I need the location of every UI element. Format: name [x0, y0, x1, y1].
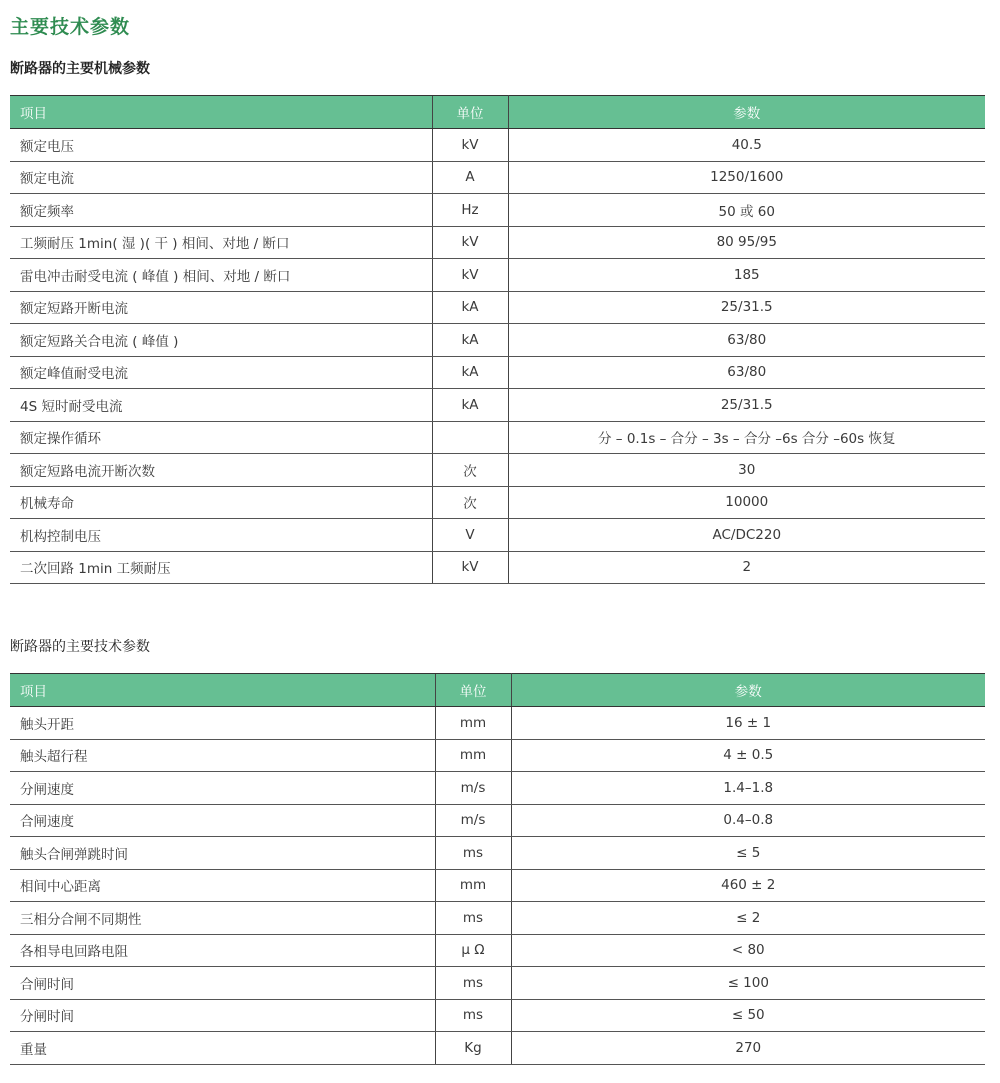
table-row — [10, 324, 985, 357]
row-unit-cell: mm — [435, 869, 511, 902]
table-row — [10, 454, 985, 487]
row-item-cell: 额定频率 — [10, 194, 432, 227]
row-value-cell: 25/31.5 — [508, 291, 985, 324]
row-value-cell: 63/80 — [508, 356, 985, 389]
row-unit-cell: A — [432, 161, 508, 194]
row-value-cell: ≤ 2 — [511, 902, 985, 935]
table-row — [10, 707, 985, 740]
table-row — [10, 772, 985, 805]
row-value-cell: 270 — [511, 1032, 985, 1065]
row-value-cell: 25/31.5 — [508, 389, 985, 422]
row-unit-cell: Kg — [435, 1032, 511, 1065]
row-value-cell: 1250/1600 — [508, 161, 985, 194]
header-unit: 单位 — [435, 674, 511, 707]
row-value-cell: 40.5 — [508, 129, 985, 162]
tech-params-table — [10, 673, 985, 1065]
table-row — [10, 486, 985, 519]
row-item-cell: 重量 — [10, 1032, 435, 1065]
row-value-cell: 63/80 — [508, 324, 985, 357]
row-value-cell: AC/DC220 — [508, 519, 985, 552]
row-item-cell: 合闸时间 — [10, 967, 435, 1000]
row-value-cell: 分 – 0.1s – 合分 – 3s – 合分 –6s 合分 –60s 恢复 — [508, 421, 985, 454]
table-header-row — [10, 96, 985, 129]
header-item: 项目 — [10, 96, 432, 129]
row-unit-cell: ms — [435, 902, 511, 935]
row-item-cell: 工频耐压 1min( 湿 )( 干 ) 相间、对地 / 断口 — [10, 226, 432, 259]
row-unit-cell: ms — [435, 837, 511, 870]
table-row — [10, 161, 985, 194]
table-row — [10, 902, 985, 935]
row-item-cell: 触头开距 — [10, 707, 435, 740]
row-value-cell: 50 或 60 — [508, 194, 985, 227]
row-item-cell: 各相导电回路电阻 — [10, 934, 435, 967]
row-value-cell: ≤ 50 — [511, 999, 985, 1032]
table-row — [10, 934, 985, 967]
row-value-cell: 2 — [508, 551, 985, 584]
row-value-cell: 0.4–0.8 — [511, 804, 985, 837]
row-value-cell: 80 95/95 — [508, 226, 985, 259]
row-value-cell: < 80 — [511, 934, 985, 967]
row-unit-cell: V — [432, 519, 508, 552]
row-item-cell: 4S 短时耐受电流 — [10, 389, 432, 422]
page-title: 主要技术参数 — [10, 16, 131, 38]
mech-table-body — [10, 129, 985, 584]
header-value: 参数 — [508, 96, 985, 129]
table-row — [10, 519, 985, 552]
table-row — [10, 967, 985, 1000]
table-row — [10, 999, 985, 1032]
mech-table-title: 断路器的主要机械参数 — [10, 61, 150, 77]
row-item-cell: 额定电流 — [10, 161, 432, 194]
table-row — [10, 356, 985, 389]
row-item-cell: 分闸速度 — [10, 772, 435, 805]
table-row — [10, 1032, 985, 1065]
header-unit: 单位 — [432, 96, 508, 129]
row-item-cell: 分闸时间 — [10, 999, 435, 1032]
row-unit-cell: kV — [432, 259, 508, 292]
row-item-cell: 触头超行程 — [10, 739, 435, 772]
table-row — [10, 739, 985, 772]
row-item-cell: 额定短路开断电流 — [10, 291, 432, 324]
table-row — [10, 194, 985, 227]
row-unit-cell: 次 — [432, 486, 508, 519]
row-value-cell: 4 ± 0.5 — [511, 739, 985, 772]
row-unit-cell: 次 — [432, 454, 508, 487]
row-unit-cell: μ Ω — [435, 934, 511, 967]
row-unit-cell: kA — [432, 291, 508, 324]
row-item-cell: 额定峰值耐受电流 — [10, 356, 432, 389]
table-row — [10, 869, 985, 902]
row-unit-cell: kV — [432, 129, 508, 162]
row-unit-cell: ms — [435, 967, 511, 1000]
row-item-cell: 合闸速度 — [10, 804, 435, 837]
row-item-cell: 相间中心距离 — [10, 869, 435, 902]
table-row — [10, 259, 985, 292]
row-unit-cell: kV — [432, 551, 508, 584]
row-unit-cell: kA — [432, 324, 508, 357]
row-value-cell: 185 — [508, 259, 985, 292]
row-item-cell: 机构控制电压 — [10, 519, 432, 552]
row-unit-cell: kV — [432, 226, 508, 259]
mech-params-table — [10, 95, 985, 584]
table-row — [10, 421, 985, 454]
row-item-cell: 机械寿命 — [10, 486, 432, 519]
row-item-cell: 二次回路 1min 工频耐压 — [10, 551, 432, 584]
row-value-cell: 30 — [508, 454, 985, 487]
row-item-cell: 额定电压 — [10, 129, 432, 162]
row-value-cell: 460 ± 2 — [511, 869, 985, 902]
row-item-cell: 额定短路电流开断次数 — [10, 454, 432, 487]
row-unit-cell: ms — [435, 999, 511, 1032]
row-value-cell: 16 ± 1 — [511, 707, 985, 740]
row-unit-cell: m/s — [435, 772, 511, 805]
table-row — [10, 291, 985, 324]
table-row — [10, 837, 985, 870]
row-item-cell: 三相分合闸不同期性 — [10, 902, 435, 935]
row-item-cell: 触头合闸弹跳时间 — [10, 837, 435, 870]
table-row — [10, 551, 985, 584]
table-row — [10, 804, 985, 837]
row-unit-cell: m/s — [435, 804, 511, 837]
table-row — [10, 129, 985, 162]
row-value-cell: 10000 — [508, 486, 985, 519]
header-item: 项目 — [10, 674, 435, 707]
row-item-cell: 额定短路关合电流 ( 峰值 ) — [10, 324, 432, 357]
row-unit-cell: mm — [435, 707, 511, 740]
row-unit-cell: mm — [435, 739, 511, 772]
table-row — [10, 389, 985, 422]
row-unit-cell: Hz — [432, 194, 508, 227]
table-header-row — [10, 674, 985, 707]
table-row — [10, 226, 985, 259]
tech-table-body — [10, 707, 985, 1065]
row-item-cell: 雷电冲击耐受电流 ( 峰值 ) 相间、对地 / 断口 — [10, 259, 432, 292]
row-value-cell: 1.4–1.8 — [511, 772, 985, 805]
row-unit-cell: kA — [432, 356, 508, 389]
row-unit-cell — [432, 421, 508, 454]
row-item-cell: 额定操作循环 — [10, 421, 432, 454]
row-unit-cell: kA — [432, 389, 508, 422]
row-value-cell: ≤ 5 — [511, 837, 985, 870]
header-value: 参数 — [511, 674, 985, 707]
row-value-cell: ≤ 100 — [511, 967, 985, 1000]
tech-table-title: 断路器的主要技术参数 — [10, 639, 150, 655]
